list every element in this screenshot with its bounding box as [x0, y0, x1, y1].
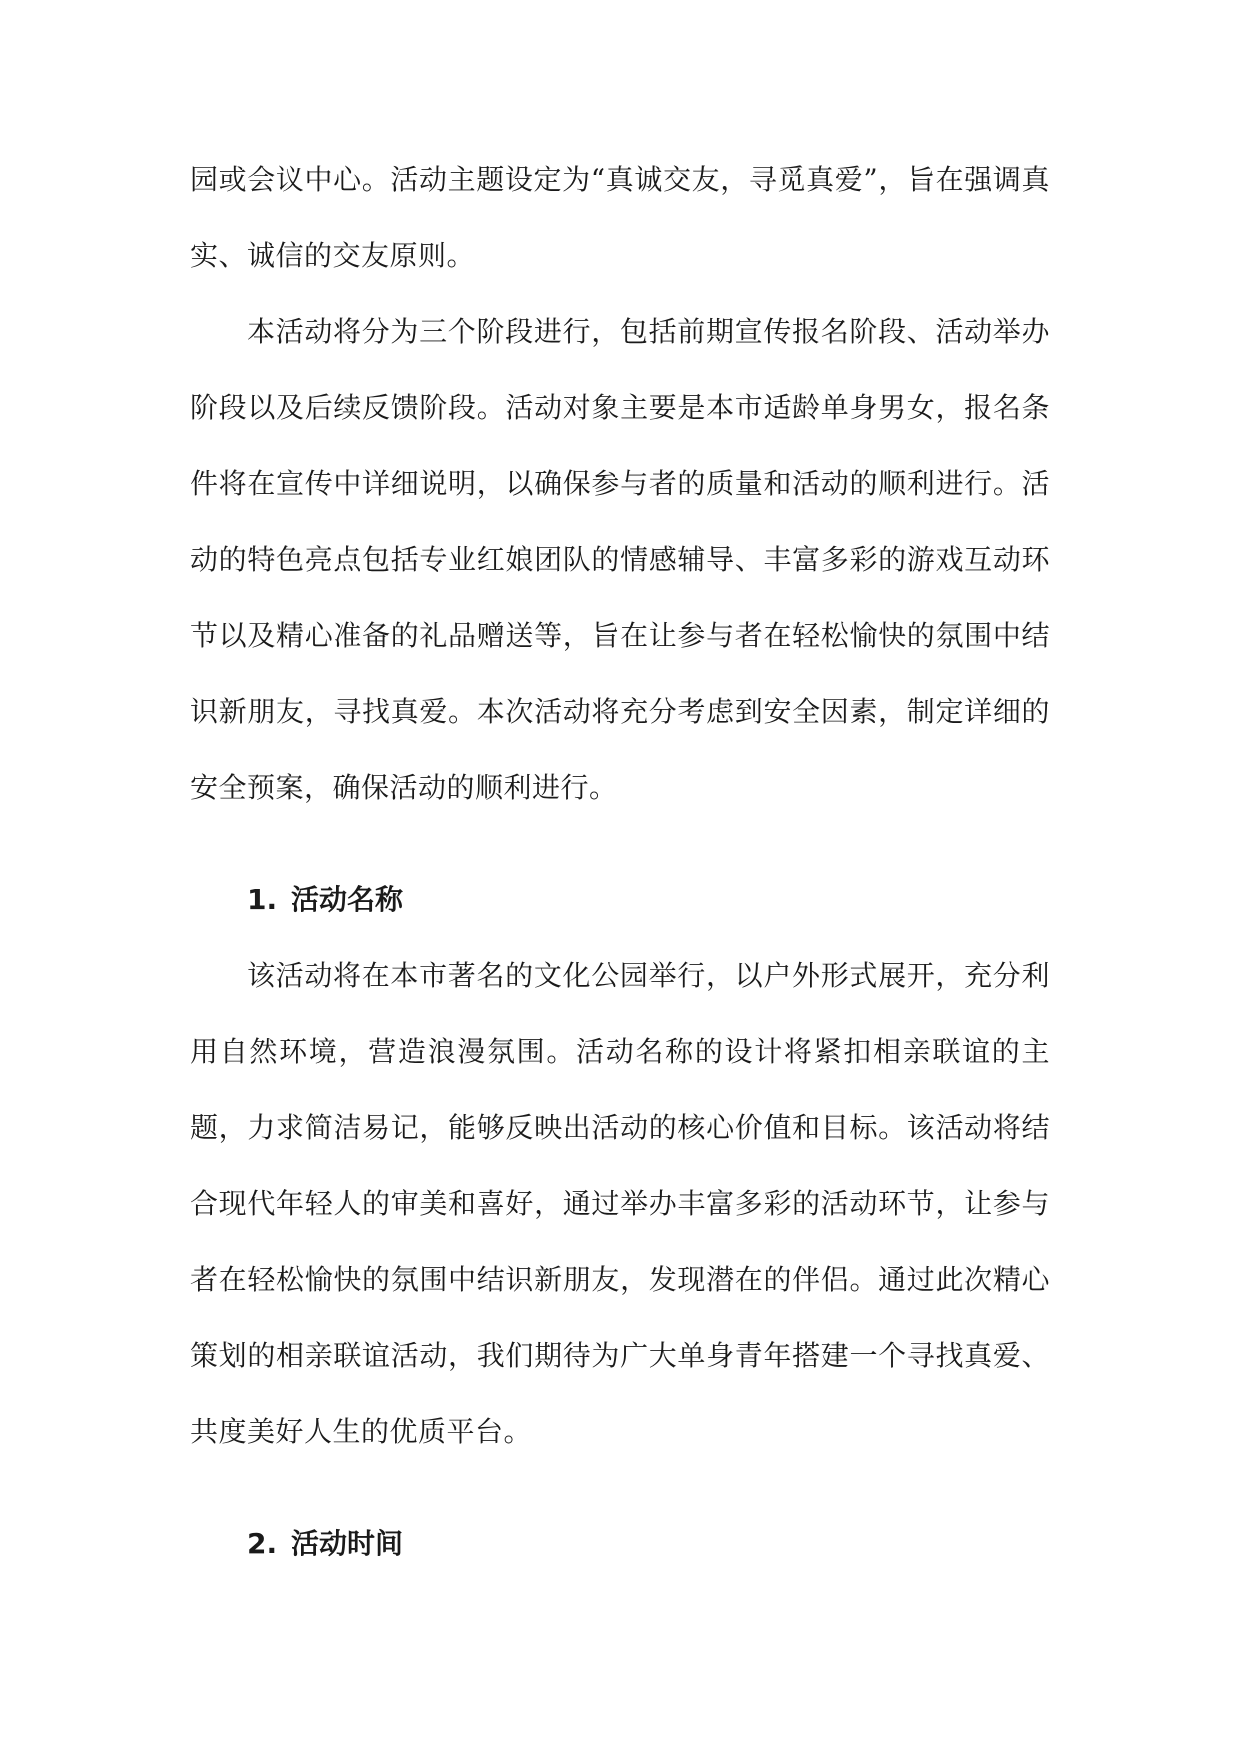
document-body	[190, 142, 1050, 1582]
paragraph-overview: 本活动将分为三个阶段进行，包括前期宣传报名阶段、活动举办阶段以及后续反馈阶段。活动对象主要是本市适龄单身男女，报名条件将在宣传中详细说明，以确保参与者的质量和活动的顺利进行。活动的特色亮点包括专业红娘团队的情感辅导、丰富多彩的游戏互动环节以及精心准备的礼品赠送等，旨在让参与者在轻松愉快的氛围中结识新朋友，寻找真爱。本次活动将充分考虑到安全因素，制定详细的安全预案，确保活动的顺利进行。	[190, 315, 1050, 804]
section-heading-activity-time	[190, 1506, 1050, 1582]
section-number: 2.	[247, 1527, 278, 1560]
section-title: 活动名称	[291, 883, 404, 916]
paragraph-activity-name: 该活动将在本市著名的文化公园举行，以户外形式展开，充分利用自然环境，营造浪漫氛围。活动名称的设计将紧扣相亲联谊的主题，力求简洁易记，能够反映出活动的核心价值和目标。该活动将结合现代年轻人的审美和喜好，通过举办丰富多彩的活动环节，让参与者在轻松愉快的氛围中结识新朋友，发现潜在的伴侣。通过此次精心策划的相亲联谊活动，我们期待为广大单身青年搭建一个寻找真爱、共度美好人生的优质平台。	[190, 959, 1050, 1448]
paragraph-continuation: 园或会议中心。活动主题设定为“真诚交友，寻觅真爱”，旨在强调真实、诚信的交友原则。	[190, 163, 1050, 272]
section-heading-activity-name	[190, 862, 1050, 938]
section-title: 活动时间	[291, 1527, 404, 1560]
section-number: 1.	[247, 883, 278, 916]
